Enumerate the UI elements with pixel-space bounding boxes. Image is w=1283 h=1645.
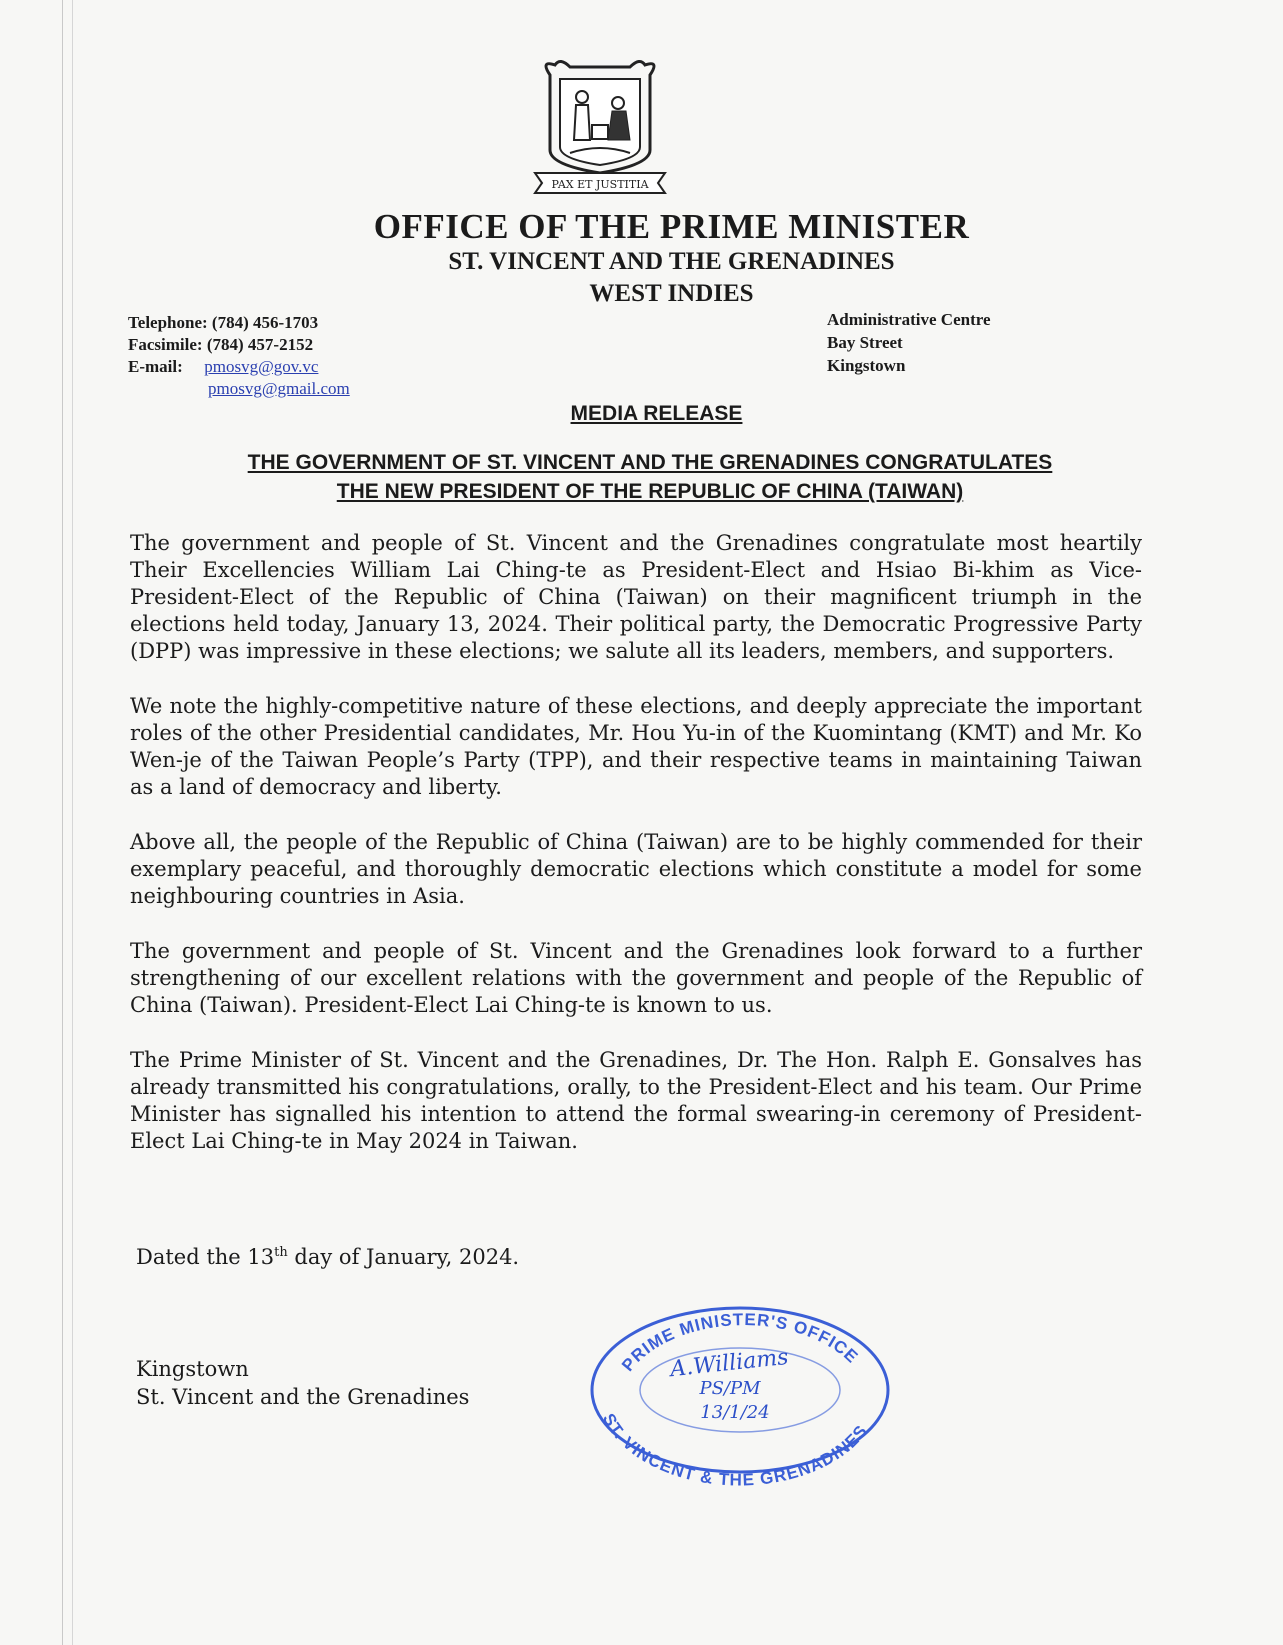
signature-title: PS/PM (699, 1378, 761, 1399)
contact-block (128, 312, 350, 400)
telephone-row (128, 312, 350, 334)
stamp-top-text: PRIME MINISTER'S OFFICE (618, 1309, 863, 1375)
body-paragraph: Above all, the people of the Republic of China (Taiwan) are to be highly commended for their exemplary peaceful, and thoroughly democratic elections which constitute a model for some neighbouring countries in Asia. (130, 830, 1142, 908)
email-label: E-mail: (128, 357, 183, 376)
dated-ordinal: th (274, 1245, 288, 1260)
email-link-gov[interactable]: pmosvg@gov.vc (204, 357, 319, 376)
facsimile-number: (784) 457-2152 (206, 335, 314, 354)
address-line: Bay Street (827, 333, 903, 352)
place-line: Kingstown (136, 1357, 249, 1381)
headline-line: THE NEW PRESIDENT OF THE REPUBLIC OF CHINA (TAIWAN) (336, 480, 964, 503)
email-row-2 (128, 378, 350, 400)
address-block (827, 308, 991, 377)
address-line: Kingstown (827, 356, 906, 375)
telephone-number: (784) 456-1703 (211, 313, 319, 332)
crest-motto: PAX ET JUSTITIA (551, 178, 649, 191)
place-line: St. Vincent and the Grenadines (136, 1385, 470, 1409)
media-release-label: MEDIA RELEASE (570, 402, 743, 425)
office-title: OFFICE OF THE PRIME MINISTER (373, 207, 970, 246)
facsimile-row (128, 334, 350, 356)
country-title: ST. VINCENT AND THE GRENADINES (448, 248, 895, 275)
dated-prefix: Dated the 13 (136, 1245, 275, 1269)
body-paragraph: The Prime Minister of St. Vincent and the Grenadines, Dr. The Hon. Ralph E. Gonsalves has already transmitted his congratulations, orally, to the President-Elect and his team. Our Prime Minister has signalled his intention to attend the formal swearing-in ceremony of President-Elect Lai Ching-te in May 2024 in Taiwan. (130, 1048, 1142, 1153)
signature-date: 13/1/24 (700, 1402, 770, 1423)
telephone-label: Telephone: (128, 313, 208, 332)
email-row (128, 356, 350, 378)
dated-rest: day of January, 2024. (287, 1245, 520, 1269)
region-title: WEST INDIES (589, 280, 754, 307)
signature-name: A.Williams (669, 1344, 790, 1383)
headline (120, 448, 1180, 506)
official-stamp (580, 1290, 900, 1490)
release-body (130, 530, 1142, 1183)
body-paragraph: The government and people of St. Vincent and the Grenadines congratulate most heartily Their Excellencies William Lai Ching-te as President-Elect and Hsiao Bi-khim as Vice-President-Elect of the Republic of China (Taiwan) on their magnificent triumph in the elections held today, January 13, 2024. Their political party, the Democratic Progressive Party (DPP) was impressive in these elections; we salute all its leaders, members, and supporters. (130, 531, 1142, 663)
body-paragraph: We note the highly-competitive nature of these elections, and deeply appreciate the important roles of the other Presidential candidates, Mr. Hou Yu-in of the Kuomintang (KMT) and Mr. Ko Wen-je of the Taiwan People’s Party (TPP), and their respective teams in maintaining Taiwan as a land of democracy and liberty. (130, 694, 1142, 799)
place-block (136, 1355, 469, 1411)
email-link-gmail[interactable]: pmosvg@gmail.com (208, 379, 350, 398)
body-paragraph: The government and people of St. Vincent and the Grenadines look forward to a further strengthening of our excellent relations with the government and people of the Republic of China (Taiwan). President-Elect Lai Ching-te is known to us. (130, 939, 1142, 1017)
stamp-bottom-text: ST. VINCENT & THE GRENADINES (598, 1410, 872, 1490)
facsimile-label: Facsimile: (128, 335, 203, 354)
address-line: Administrative Centre (827, 310, 991, 329)
dated-line (136, 1245, 519, 1269)
headline-line: THE GOVERNMENT OF ST. VINCENT AND THE GRENADINES CONGRATULATES (247, 451, 1053, 474)
coat-of-arms-icon (530, 55, 670, 200)
